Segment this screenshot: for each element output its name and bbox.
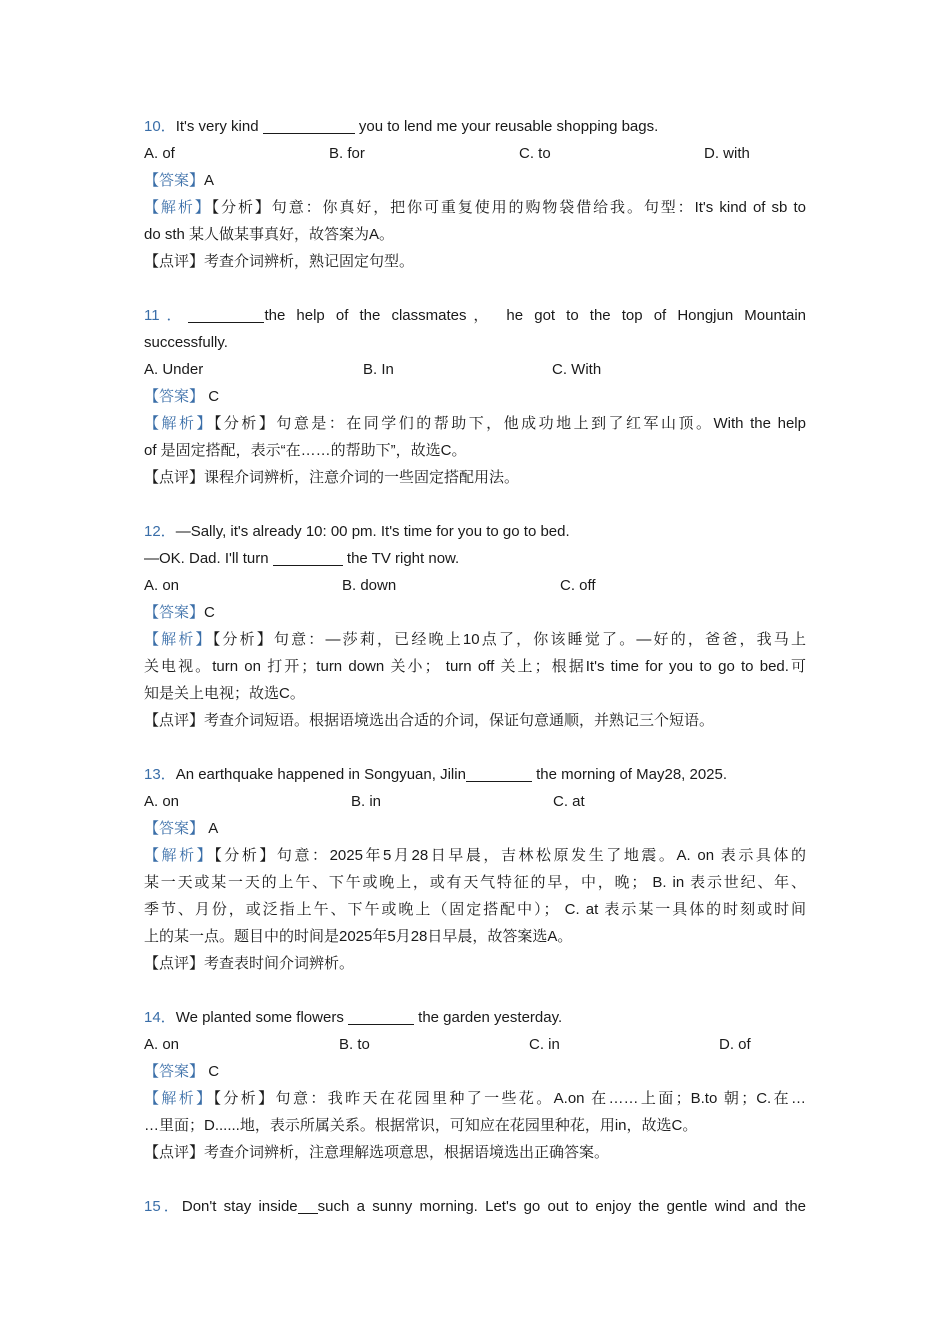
explain-text: 【分析】句意是：在同学们的帮助下，他成功地上到了红军山顶。With the help xyxy=(213,415,806,432)
question-10-explain-2: do sth 某人做某事真好，故答案为A。 xyxy=(144,226,395,243)
answer-tag: 【答案】 xyxy=(144,604,205,621)
explain-text: 【分析】句意：2025年5月28日早晨，吉林松原发生了地震。A. on 表示具体的 xyxy=(214,847,806,864)
explain-tag: 【解析】 xyxy=(144,199,212,216)
stem-text: you to lend me your reusable shopping bags. xyxy=(354,118,659,135)
stem-text: It's very kind xyxy=(175,118,263,135)
answer-blank xyxy=(348,1008,414,1025)
answer-blank xyxy=(188,306,264,323)
stem-text: Don't stay inside xyxy=(181,1198,298,1215)
option-d: D. of xyxy=(719,1036,751,1053)
question-12-options xyxy=(144,572,806,599)
question-12-stem-2 xyxy=(144,545,806,572)
explain-text: 【分析】句意：—莎莉，已经晚上10点了，你该睡觉了。—好的，爸爸，我马上 xyxy=(212,631,806,648)
question-number: 11． xyxy=(144,307,189,324)
option-a: A. of xyxy=(144,145,175,162)
option-c: C. off xyxy=(560,577,596,594)
question-14-answer xyxy=(144,1058,806,1085)
stem-text: the help of the classmates， he got to the top of Hongjun Mountain xyxy=(264,307,806,324)
option-d: D. with xyxy=(704,145,750,162)
answer-value: A xyxy=(208,820,219,837)
question-12-comment: 【点评】考查介词短语。根据语境选出合适的介词，保证句意通顺，并熟记三个短语。 xyxy=(144,712,715,729)
answer-value: C xyxy=(204,604,215,621)
explain-tag: 【解析】 xyxy=(144,631,213,648)
answer-tag: 【答案】 xyxy=(144,1063,205,1080)
option-b: B. in xyxy=(351,793,382,810)
option-b: B. In xyxy=(363,361,394,378)
question-13-options xyxy=(144,788,806,815)
question-11-explain-1 xyxy=(144,410,806,437)
answer-blank xyxy=(298,1197,318,1214)
question-14-stem xyxy=(144,1004,806,1031)
question-10-answer xyxy=(144,167,806,194)
answer-blank xyxy=(273,549,343,566)
answer-tag: 【答案】 xyxy=(144,388,205,405)
answer-tag: 【答案】 xyxy=(144,172,205,189)
question-11-explain-2: of 是固定搭配，表示“在……的帮助下”，故选C。 xyxy=(144,442,467,459)
answer-blank xyxy=(466,765,532,782)
question-12-answer xyxy=(144,599,806,626)
question-13-explain-1 xyxy=(144,842,806,869)
option-b: B. for xyxy=(329,145,365,162)
option-a: A. Under xyxy=(144,361,204,378)
answer-value: C xyxy=(208,1063,220,1080)
content xyxy=(144,113,806,1220)
question-11-stem-cont: successfully. xyxy=(144,334,228,351)
stem-text: such a sunny morning. Let's go out to enjoy the gentle wind and the xyxy=(317,1198,806,1215)
answer-tag: 【答案】 xyxy=(144,820,205,837)
stem-text: —OK. Dad. I'll turn xyxy=(144,550,273,567)
question-11-answer xyxy=(144,383,806,410)
question-10-stem xyxy=(144,113,806,140)
question-14-options xyxy=(144,1031,806,1058)
question-12-explain-2: 关电视。turn on 打开；turn down 关小； turn off 关上；根据It's time for you to go to bed.可 xyxy=(144,658,806,675)
explain-text: 【分析】句意：你真好，把你可重复使用的购物袋借给我。句型：It's kind of sb to xyxy=(211,199,806,216)
question-13-explain-4: 上的某一点。题目中的时间是2025年5月28日早晨，故答案选A。 xyxy=(144,928,573,945)
question-10-options xyxy=(144,140,806,167)
explain-text: 【分析】句意：我昨天在花园里种了一些花。A.on 在……上面；B.to 朝；C.在… xyxy=(213,1090,806,1107)
question-13-stem xyxy=(144,761,806,788)
question-13-explain-2: 某一天或某一天的上午、下午或晚上，或有天气特征的早，中，晚； B. in 表示世纪、年、 xyxy=(144,874,806,891)
question-11-stem xyxy=(144,302,806,329)
stem-text: We planted some flowers xyxy=(175,1009,348,1026)
question-number: 10． xyxy=(144,118,176,135)
question-12-explain-1 xyxy=(144,626,806,653)
explain-tag: 【解析】 xyxy=(144,415,214,432)
question-number: 15． xyxy=(144,1198,182,1215)
explain-tag: 【解析】 xyxy=(144,1090,214,1107)
question-15-stem xyxy=(144,1193,806,1220)
option-c: C. in xyxy=(529,1036,560,1053)
question-12-explain-3: 知是关上电视；故选C。 xyxy=(144,685,305,702)
question-14-explain-1 xyxy=(144,1085,806,1112)
question-number: 13． xyxy=(144,766,176,783)
option-a: A. on xyxy=(144,793,180,810)
question-10-explain-1 xyxy=(144,194,806,221)
option-b: B. down xyxy=(342,577,397,594)
question-13-explain-3: 季节、月份，或泛指上午、下午或晚上（固定搭配中）； C. at 表示某一具体的时刻或时间 xyxy=(144,901,806,918)
question-11-options xyxy=(144,356,806,383)
answer-value: A xyxy=(204,172,215,189)
question-14-explain-2: …里面；D......地，表示所属关系。根据常识，可知应在花园里种花，用in，故选C。 xyxy=(144,1117,698,1134)
option-b: B. to xyxy=(339,1036,370,1053)
option-a: A. on xyxy=(144,577,180,594)
stem-text: —Sally, it's already 10: 00 pm. It's time for you to go to bed. xyxy=(175,523,570,540)
option-c: C. With xyxy=(552,361,602,378)
question-13-comment: 【点评】考查表时间介词辨析。 xyxy=(144,955,355,972)
question-10-comment: 【点评】考查介词辨析，熟记固定句型。 xyxy=(144,253,415,270)
question-13-answer xyxy=(144,815,806,842)
stem-text: the TV right now. xyxy=(342,550,460,567)
question-11-comment: 【点评】课程介词辨析，注意介词的一些固定搭配用法。 xyxy=(144,469,520,486)
option-c: C. at xyxy=(553,793,585,810)
answer-value: C xyxy=(208,388,220,405)
question-12-stem xyxy=(144,518,806,545)
stem-text: An earthquake happened in Songyuan, Jilin xyxy=(175,766,466,783)
option-a: A. on xyxy=(144,1036,180,1053)
answer-blank xyxy=(263,117,355,134)
option-c: C. to xyxy=(519,145,551,162)
question-number: 12． xyxy=(144,523,176,540)
stem-text: the garden yesterday. xyxy=(414,1009,563,1026)
explain-tag: 【解析】 xyxy=(144,847,215,864)
stem-text: the morning of May28, 2025. xyxy=(531,766,728,783)
question-14-comment: 【点评】考查介词辨析，注意理解选项意思，根据语境选出正确答案。 xyxy=(144,1144,610,1161)
question-number: 14． xyxy=(144,1009,176,1026)
